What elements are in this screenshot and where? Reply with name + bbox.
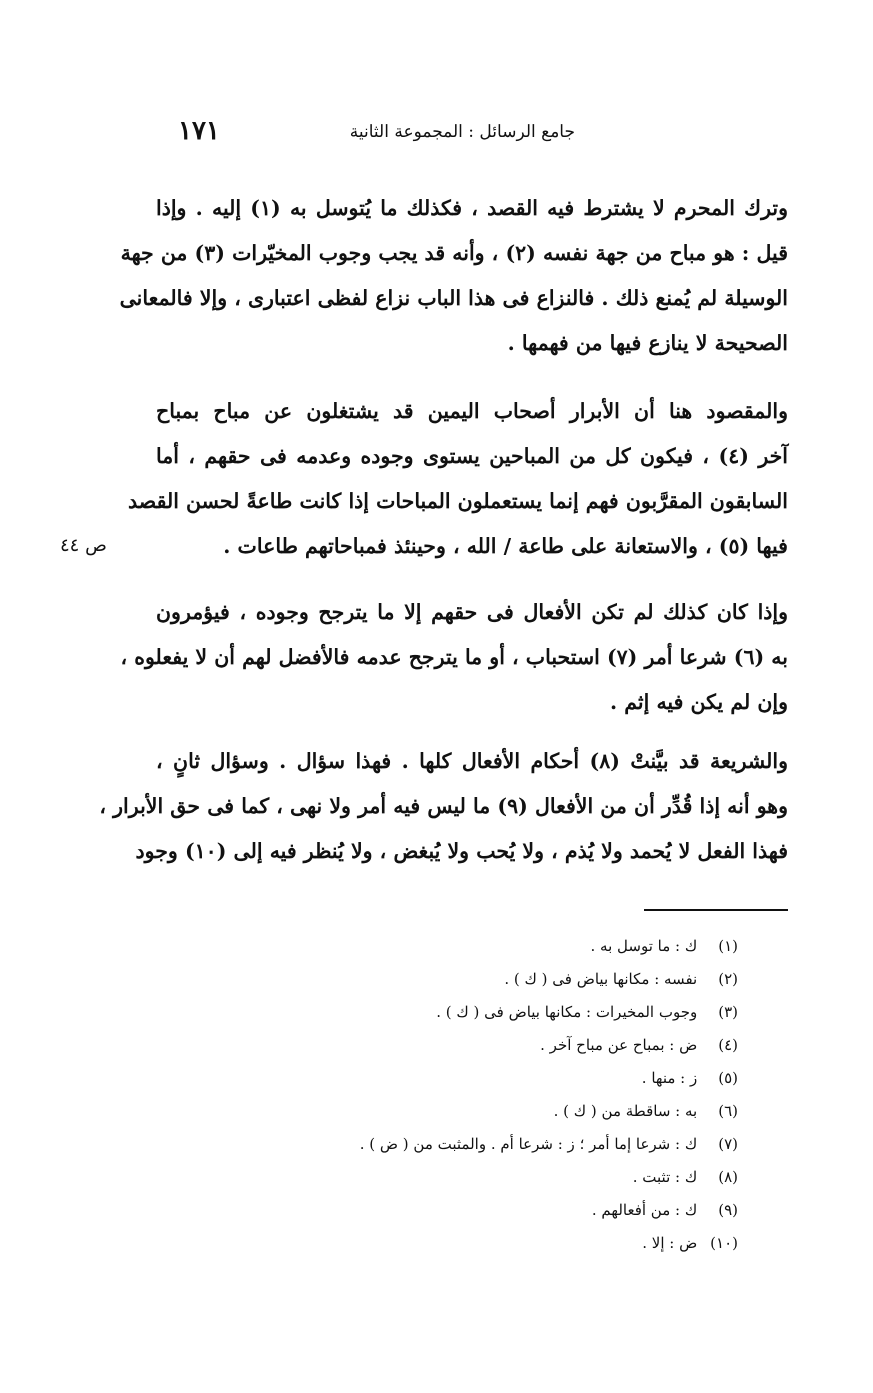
paragraph-2 (128, 389, 789, 569)
text-line: والشريعة قد بيَّنتْ (٨) أحكام الأفعال كلها . فهذا سؤال . وسؤال ثانٍ ، (156, 749, 789, 773)
text-line: قيل : هو مباح من جهة نفسه (٢) ، وأنه قد يجب وجوب المخيّرات (٣) من جهة (120, 241, 788, 265)
text-line: به (٦) شرعا أمر (٧) استحباب ، أو ما يترجح عدمه فالأفضل لهم أن لا يفعلوه ، (120, 645, 788, 669)
footnotes (218, 930, 738, 1260)
footnote-text: ض : إلا . (642, 1234, 698, 1252)
footnote-divider (644, 909, 788, 911)
footnote-text: ك : من أفعالهم . (591, 1201, 698, 1219)
text-line: الصحيحة لا ينازع فيها من فهمها . (507, 331, 788, 355)
footnote (218, 1128, 738, 1161)
footnote-number: (٧) (718, 1135, 738, 1153)
footnote-number: (٣) (718, 1003, 738, 1021)
footnote-number: (٨) (718, 1168, 738, 1186)
text-line: فيها (٥) ، والاستعانة على طاعة / الله ، وحينئذ فمباحاتهم طاعات . (223, 534, 788, 558)
footnote-text: وجوب المخيرات : مكانها بياض فى ( ك ) . (436, 1003, 698, 1021)
footnote-text: ك : ما توسل به . (590, 937, 698, 955)
footnote (218, 1161, 738, 1194)
footnote-text: ك : شرعا إما أمر ؛ ز : شرعا أم . والمثبت من ( ض ) . (359, 1135, 698, 1153)
footnote-text: ز : منها . (641, 1069, 698, 1087)
margin-page-reference: ص ٤٤ (60, 535, 107, 556)
page-number: ١٧١ (178, 116, 220, 146)
footnote-number: (٩) (718, 1201, 738, 1219)
text-line: وإذا كان كذلك لم تكن الأفعال فى حقهم إلا ما يترجح وجوده ، فيؤمرون (156, 600, 788, 624)
footnote (218, 996, 738, 1029)
running-header: جامع الرسائل : المجموعة الثانية (349, 122, 575, 142)
text-line: وهو أنه إذا قُدِّر أن من الأفعال (٩) ما ليس فيه أمر ولا نهى ، كما فى حق الأبرار ، (99, 794, 788, 818)
footnote-number: (٥) (718, 1069, 738, 1087)
text-line: السابقون المقرَّبون فهم إنما يستعملون المباحات إذا كانت طاعةً لحسن القصد (128, 489, 788, 513)
footnote-text: به : ساقطة من ( ك ) . (553, 1102, 698, 1120)
footnote (218, 1194, 738, 1227)
footnote-text: نفسه : مكانها بياض فى ( ك ) . (504, 970, 698, 988)
paragraph-3 (120, 590, 788, 725)
paragraph-4 (99, 739, 789, 874)
footnote (218, 1095, 738, 1128)
footnote (218, 1062, 738, 1095)
paragraph-1 (119, 186, 788, 366)
footnote (218, 1029, 738, 1062)
footnote (218, 963, 738, 996)
footnote-number: (٢) (718, 970, 738, 988)
text-line: والمقصود هنا أن الأبرار أصحاب اليمين قد يشتغلون عن مباح بمباح (156, 399, 788, 423)
footnote-number: (٤) (718, 1036, 738, 1054)
footnote-number: (٦) (718, 1102, 738, 1120)
footnote-number: (١) (718, 937, 738, 955)
text-line: الوسيلة لم يُمنع ذلك . فالنزاع فى هذا الباب نزاع لفظى اعتبارى ، وإلا فالمعانى (119, 286, 788, 310)
text-line: وترك المحرم لا يشترط فيه القصد ، فكذلك ما يُتوسل به (١) إليه . وإذا (156, 196, 788, 220)
text-line: فهذا الفعل لا يُحمد ولا يُذم ، ولا يُحب ولا يُبغض ، ولا يُنظر فيه إلى (١٠) وجود (135, 839, 788, 863)
footnote-text: ك : تثبت . (632, 1168, 698, 1186)
footnote-text: ض : بمباح عن مباح آخر . (540, 1036, 698, 1054)
footnote (218, 1227, 738, 1260)
text-line: وإن لم يكن فيه إثم . (609, 690, 788, 714)
footnote (218, 930, 738, 963)
text-line: آخر (٤) ، فيكون كل من المباحين يستوى وجوده وعدمه فى حقهم ، أما (156, 444, 789, 468)
footnote-number: (١٠) (710, 1234, 738, 1252)
